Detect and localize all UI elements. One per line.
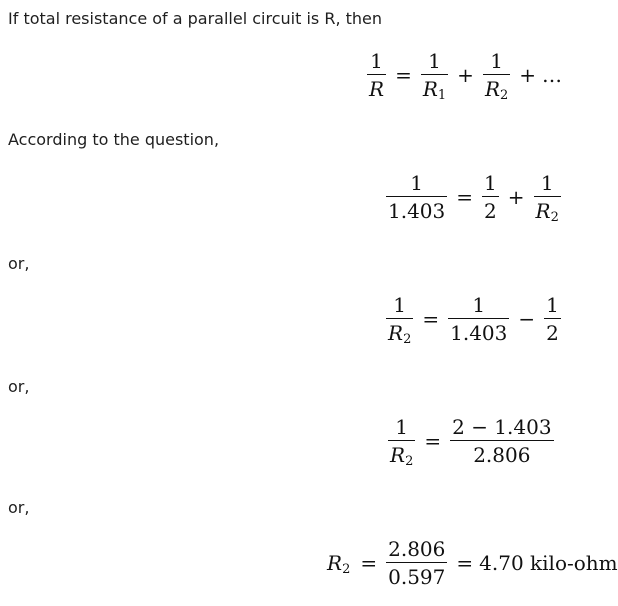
numerator: 1	[393, 293, 407, 317]
denominator: 2.806	[450, 440, 553, 465]
fraction-1-over-R2	[385, 415, 418, 469]
denominator: 1.403	[386, 196, 447, 221]
denominator: 2	[482, 196, 499, 221]
connector-text: or,	[8, 377, 30, 396]
denominator: R	[367, 74, 386, 99]
connector-text: or,	[8, 254, 30, 273]
numerator: 1	[370, 49, 383, 73]
fraction-1-over-2	[479, 173, 502, 221]
subscript: 2	[500, 88, 509, 103]
variable-R: R	[327, 551, 343, 575]
fraction-1-over-rtotal	[383, 173, 450, 221]
equals-sign: =	[360, 551, 378, 575]
variable-R: R	[484, 77, 500, 101]
denominator: 0.597	[386, 562, 447, 587]
numerator: 2.806	[388, 537, 446, 561]
equals-sign: =	[456, 185, 474, 209]
numerator: 1	[484, 171, 497, 195]
numerator: 1	[428, 49, 441, 73]
equals-sign: =	[456, 551, 474, 575]
equation-result	[327, 539, 618, 587]
according-text: According to the question,	[8, 130, 220, 149]
numerator: 2 − 1.403	[452, 415, 552, 439]
denominator	[388, 440, 415, 469]
equation-parallel-formula	[364, 49, 563, 103]
fraction-1-over-rtotal	[445, 295, 512, 343]
subscript: 1	[437, 88, 447, 103]
subscript: 2	[405, 454, 414, 469]
subscript: 2	[342, 562, 351, 577]
variable-R: R	[388, 321, 404, 345]
plus-sign: +	[519, 63, 537, 87]
denominator	[534, 196, 561, 225]
numerator: 1	[410, 171, 423, 195]
subscript: 2	[403, 332, 412, 347]
equation-rearranged	[383, 293, 564, 347]
numerator: 1	[490, 49, 503, 73]
fraction-1-over-R2	[531, 171, 564, 225]
fraction-1-over-R2	[480, 49, 513, 103]
variable-R: R	[535, 199, 551, 223]
equals-sign: =	[422, 307, 440, 331]
fraction-difference	[447, 417, 556, 465]
connector-text: or,	[8, 498, 30, 517]
numerator: 1	[472, 293, 486, 317]
denominator: 2	[544, 318, 561, 343]
variable-R2	[327, 551, 354, 575]
denominator	[386, 318, 413, 347]
fraction-1-over-2	[541, 295, 564, 343]
fraction-1-over-R1	[418, 49, 451, 103]
numerator: 1	[540, 171, 554, 195]
fraction-result	[383, 539, 450, 587]
variable-R: R	[422, 77, 438, 101]
fraction-1-over-R2	[383, 293, 416, 347]
equation-combined	[385, 415, 557, 469]
numerator: 1	[395, 415, 409, 439]
final-result: 4.70 kilo-ohm	[479, 551, 618, 575]
denominator	[421, 74, 448, 103]
plus-sign: +	[507, 185, 525, 209]
intro-text: If total resistance of a parallel circuit is R, then	[8, 9, 383, 28]
equals-sign: =	[395, 63, 412, 87]
ellipsis: …	[542, 63, 563, 87]
fraction-1-over-R	[364, 51, 389, 99]
denominator	[483, 74, 510, 103]
variable-R: R	[390, 443, 406, 467]
plus-sign: +	[457, 63, 474, 87]
numerator: 1	[546, 293, 559, 317]
subscript: 2	[550, 210, 559, 225]
minus-sign: −	[518, 307, 536, 331]
equation-substitution	[383, 171, 564, 225]
denominator: 1.403	[448, 318, 509, 343]
equals-sign: =	[424, 429, 442, 453]
